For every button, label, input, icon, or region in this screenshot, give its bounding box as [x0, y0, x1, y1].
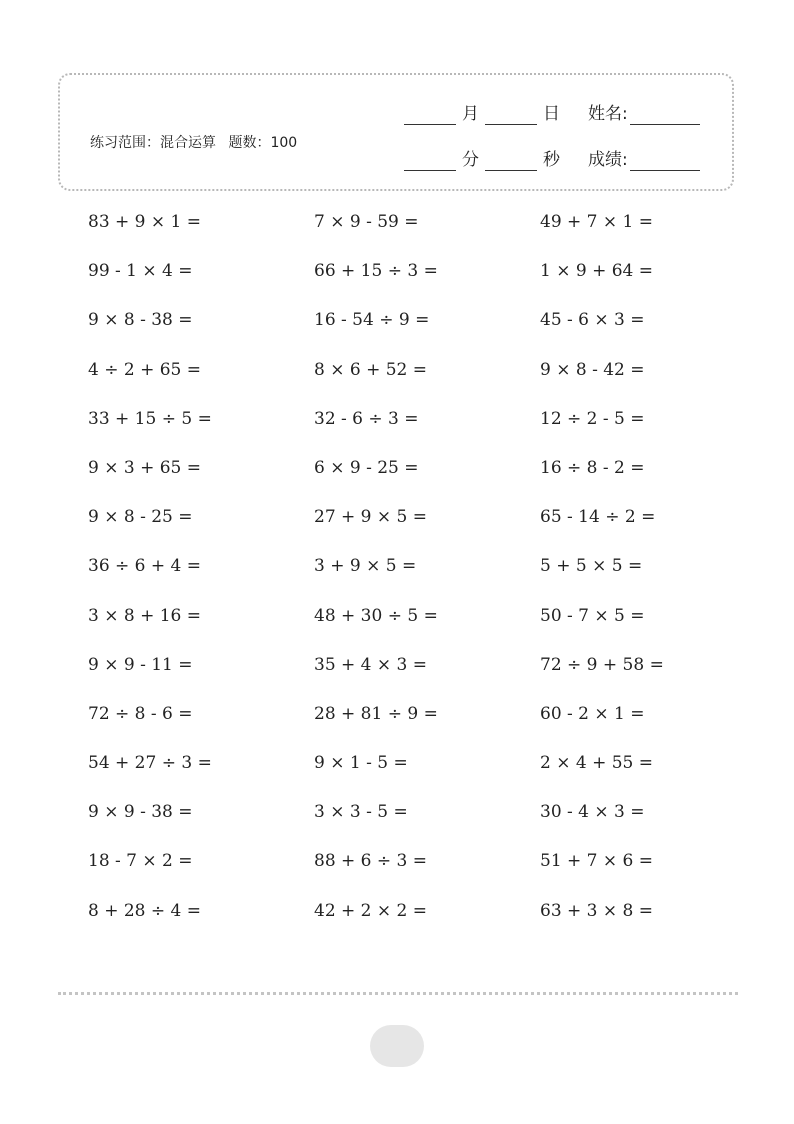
- math-problem: 6 × 9 - 25 =: [314, 457, 419, 478]
- math-problem: 27 + 9 × 5 =: [314, 507, 428, 528]
- question-count-label: 题数：100: [228, 135, 298, 151]
- math-problem: 16 - 54 ÷ 9 =: [314, 310, 430, 331]
- math-problem: 7 × 9 - 59 =: [314, 212, 419, 232]
- math-problem: 35 + 4 × 3 =: [314, 654, 428, 675]
- problem-grid: [88, 207, 728, 945]
- math-problem: 1 × 9 + 64 =: [540, 261, 654, 282]
- math-problem: 9 × 8 - 25 =: [88, 507, 193, 528]
- math-problem: 36 ÷ 6 + 4 =: [88, 556, 202, 577]
- seconds-label: 秒: [543, 150, 560, 170]
- math-problem: 9 × 3 + 65 =: [88, 457, 202, 478]
- math-problem: 9 × 1 - 5 =: [314, 753, 408, 774]
- practice-info: [90, 132, 297, 152]
- math-problem: 33 + 15 ÷ 5 =: [88, 408, 212, 429]
- math-problem: 51 + 7 × 6 =: [540, 851, 654, 872]
- math-problem: 65 - 14 ÷ 2 =: [540, 507, 656, 528]
- name-blank[interactable]: [630, 102, 700, 125]
- worksheet-header: [58, 73, 734, 191]
- seconds-blank[interactable]: [485, 148, 537, 171]
- math-problem: 28 + 81 ÷ 9 =: [314, 703, 438, 724]
- math-problem: 9 × 8 - 38 =: [88, 310, 193, 331]
- page-number-badge: [370, 1025, 424, 1067]
- math-problem: 5 + 5 × 5 =: [540, 556, 643, 577]
- minutes-blank[interactable]: [404, 148, 456, 171]
- math-problem: 48 + 30 ÷ 5 =: [314, 605, 438, 626]
- math-problem: 2 × 4 + 55 =: [540, 753, 654, 774]
- math-problem: 3 × 3 - 5 =: [314, 802, 408, 823]
- math-problem: 32 - 6 ÷ 3 =: [314, 408, 419, 429]
- math-problem: 88 + 6 ÷ 3 =: [314, 851, 428, 872]
- day-label: 日: [543, 104, 560, 124]
- math-problem: 9 × 9 - 38 =: [88, 802, 193, 823]
- math-problem: 49 + 7 × 1 =: [540, 212, 654, 232]
- math-problem: 66 + 15 ÷ 3 =: [314, 261, 438, 282]
- name-label: 姓名:: [588, 104, 628, 124]
- math-problem: 63 + 3 × 8 =: [540, 900, 654, 921]
- math-problem: 54 + 27 ÷ 3 =: [88, 753, 212, 774]
- math-problem: 99 - 1 × 4 =: [88, 261, 193, 282]
- date-name-row: [404, 99, 700, 125]
- math-problem: 83 + 9 × 1 =: [88, 212, 202, 232]
- practice-range-label: 练习范围：混合运算: [90, 135, 216, 151]
- day-blank[interactable]: [485, 102, 537, 125]
- math-problem: 72 ÷ 8 - 6 =: [88, 703, 193, 724]
- math-problem: 18 - 7 × 2 =: [88, 851, 193, 872]
- math-problem: 50 - 7 × 5 =: [540, 605, 645, 626]
- footer-divider: [58, 992, 738, 995]
- math-problem: 8 × 6 + 52 =: [314, 359, 428, 380]
- month-label: 月: [462, 104, 479, 124]
- math-problem: 45 - 6 × 3 =: [540, 310, 645, 331]
- score-label: 成绩:: [588, 150, 628, 170]
- time-score-row: [404, 145, 700, 171]
- math-problem: 42 + 2 × 2 =: [314, 900, 428, 921]
- math-problem: 9 × 9 - 11 =: [88, 654, 193, 675]
- minutes-label: 分: [462, 150, 479, 170]
- math-problem: 12 ÷ 2 - 5 =: [540, 408, 645, 429]
- math-problem: 9 × 8 - 42 =: [540, 359, 645, 380]
- math-problem: 30 - 4 × 3 =: [540, 802, 645, 823]
- math-problem: 72 ÷ 9 + 58 =: [540, 654, 664, 675]
- math-problem: 8 + 28 ÷ 4 =: [88, 900, 202, 921]
- math-problem: 60 - 2 × 1 =: [540, 703, 645, 724]
- math-problem: 4 ÷ 2 + 65 =: [88, 359, 202, 380]
- month-blank[interactable]: [404, 102, 456, 125]
- score-blank[interactable]: [630, 148, 700, 171]
- math-problem: 16 ÷ 8 - 2 =: [540, 457, 645, 478]
- math-problem: 3 + 9 × 5 =: [314, 556, 417, 577]
- math-problem: 3 × 8 + 16 =: [88, 605, 202, 626]
